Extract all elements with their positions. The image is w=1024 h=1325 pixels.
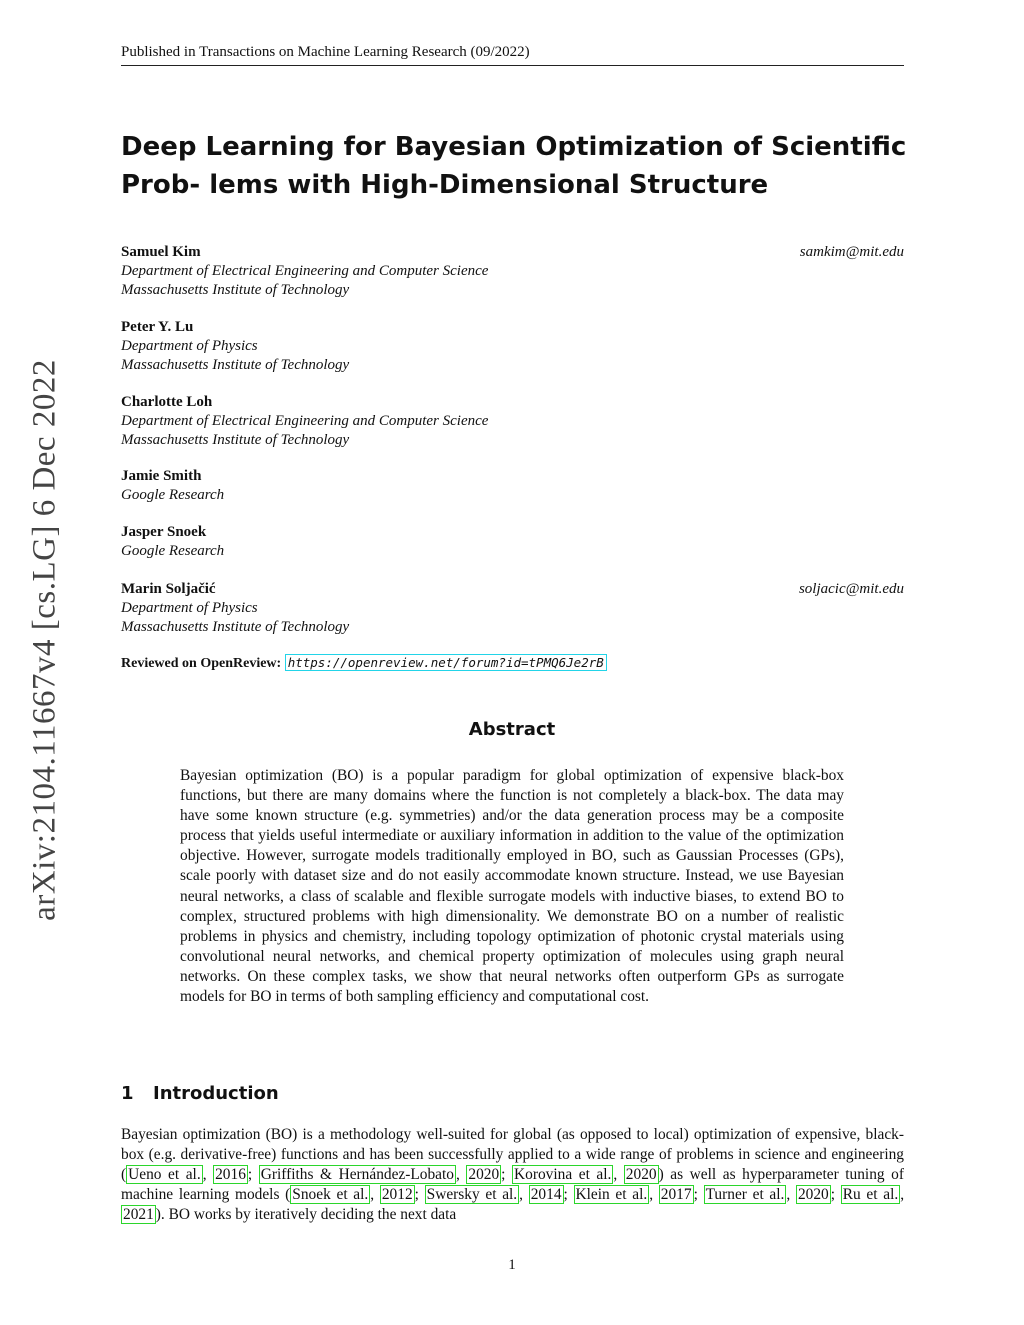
citation-year-link[interactable]: 2014	[530, 1186, 562, 1204]
citation-year-link[interactable]: 2016	[215, 1166, 246, 1184]
openreview-label: Reviewed on OpenReview:	[121, 656, 282, 671]
author-affiliation: Google Research	[121, 487, 225, 503]
citation-year-link[interactable]: 2017	[660, 1186, 692, 1204]
author-block	[121, 318, 904, 375]
citation-link[interactable]: Turner et al.	[705, 1186, 785, 1204]
author-affiliation: Department of Electrical Engineering and Computer Science	[121, 413, 489, 429]
citation-separator: ;	[830, 1186, 841, 1204]
citation-link[interactable]: Ru et al.	[842, 1186, 899, 1204]
citation-year-link[interactable]: 2021	[123, 1206, 154, 1224]
author-block	[121, 580, 904, 637]
citation-link[interactable]: Swersky et al.	[426, 1186, 518, 1204]
author-block	[121, 393, 904, 450]
author-affiliation: Google Research	[121, 543, 225, 559]
citation-link[interactable]: Snoek et al.	[292, 1186, 369, 1204]
author-affiliation: Massachusetts Institute of Technology	[121, 282, 350, 298]
running-header: Published in Transactions on Machine Learning Research (09/2022)	[121, 44, 530, 60]
author-affiliation: Department of Physics	[121, 600, 258, 616]
intro-text: ) as well as hyperparameter tuning of machine learning models (	[121, 1166, 904, 1204]
citation-separator: ,	[900, 1186, 905, 1204]
author-email[interactable]: soljacic@mit.edu	[798, 581, 904, 597]
openreview-link[interactable]: https://openreview.net/forum?id=tPMQ6Je2rB	[285, 654, 607, 671]
citation-separator: ,	[455, 1166, 467, 1184]
citation-year-link[interactable]: 2020	[797, 1186, 829, 1204]
section-title: Introduction	[153, 1083, 279, 1104]
author-name: Samuel Kim	[121, 244, 201, 260]
intro-text: ). BO works by iteratively deciding the next data	[155, 1206, 457, 1224]
section-heading	[121, 1083, 279, 1104]
author-name: Jamie Smith	[121, 468, 202, 484]
author-name: Jasper Snoek	[121, 524, 207, 540]
author-block	[121, 243, 904, 300]
author-name: Peter Y. Lu	[121, 319, 194, 335]
author-affiliation: Massachusetts Institute of Technology	[121, 432, 350, 448]
abstract-heading: Abstract	[468, 719, 556, 740]
citation-separator: ;	[501, 1166, 513, 1184]
paper-title: Deep Learning for Bayesian Optimization of Scientific Prob- lems with High-Dimensional Structure	[121, 132, 907, 200]
citation-year-link[interactable]: 2012	[381, 1186, 413, 1204]
citation-separator: ,	[649, 1186, 659, 1204]
citation-separator: ;	[247, 1166, 259, 1184]
openreview-line	[121, 655, 607, 672]
citation-link[interactable]: Korovina et al.	[514, 1166, 612, 1184]
citation-separator: ;	[414, 1186, 425, 1204]
citation-separator: ,	[613, 1166, 624, 1184]
abstract-text: Bayesian optimization (BO) is a popular paradigm for global optimization of expensive black-box functions, but there are many domains where the function is not completely a black-box. The data may have some known structure (e.g. symmetries) and/or the data generation process may be a composite process that yields useful intermediate or auxiliary information in addition to the value of the optimization objective. However, surrogate models traditionally employed in BO, such as Gaussian Processes (GPs), scale poorly with dataset size and do not easily accommodate known structure. Instead, we use Bayesian neural networks, a class of scalable and flexible surrogate models with inductive biases, to extend BO to complex, structured problems with high dimensionality. We demonstrate BO on a number of realistic problems in physics and chemistry, including topology optimization of photonic crystal materials using convolutional neural networks, and chemical property optimization of molecules using graph neural networks. On these complex tasks, we show that neural networks often outperform GPs as surrogate models for BO in terms of both sampling efficiency and computational cost.	[180, 767, 844, 1006]
citation-separator: ,	[202, 1166, 214, 1184]
page-number: 1	[508, 1257, 516, 1273]
section-number: 1	[121, 1083, 134, 1104]
citation-separator: ;	[563, 1186, 574, 1204]
citation-separator: ;	[693, 1186, 704, 1204]
citation-link[interactable]: Griffiths & Hernández-Lobato	[260, 1166, 454, 1184]
author-affiliation: Department of Electrical Engineering and Computer Science	[121, 263, 489, 279]
author-block	[121, 467, 904, 505]
arxiv-identifier: arXiv:2104.11667v4 [cs.LG] 6 Dec 2022	[26, 359, 63, 921]
author-email[interactable]: samkim@mit.edu	[799, 244, 904, 260]
citation-year-link[interactable]: 2020	[625, 1166, 657, 1184]
citation-separator: ,	[370, 1186, 380, 1204]
author-name: Charlotte Loh	[121, 394, 213, 410]
author-block	[121, 523, 904, 561]
header-rule	[121, 65, 904, 66]
author-affiliation: Massachusetts Institute of Technology	[121, 619, 350, 635]
intro-paragraph	[121, 1125, 904, 1225]
citation-year-link[interactable]: 2020	[468, 1166, 500, 1184]
citation-separator: ,	[786, 1186, 796, 1204]
citation-link[interactable]: Klein et al.	[575, 1186, 648, 1204]
author-name: Marin Soljačić	[121, 581, 216, 597]
citation-separator: ,	[519, 1186, 529, 1204]
citation-link[interactable]: Ueno et al.	[128, 1166, 201, 1184]
intro-text: Bayesian optimization (BO) is a methodology well-suited for global (as opposed to local) optimization of expensive, black-box (e.g. derivative-free) functions and has been successfully applied to a wide range of problems in science and engineering (	[121, 1126, 904, 1184]
author-affiliation: Department of Physics	[121, 338, 258, 354]
author-affiliation: Massachusetts Institute of Technology	[121, 357, 350, 373]
